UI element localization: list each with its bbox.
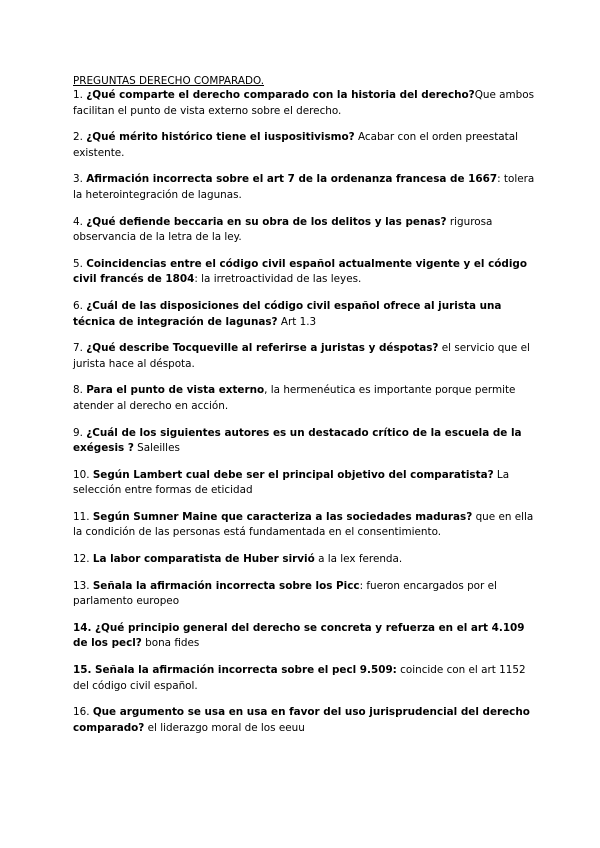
question-item <box>73 621 540 652</box>
answer-text: , la hermenéutica es importante porque permite atender al derecho en acción. <box>73 384 516 412</box>
question-text: ¿Qué describe Tocqueville al referirse a juristas y déspotas? <box>86 342 439 355</box>
question-text: Que argumento se usa en usa en favor del uso jurisprudencial del derecho comparado? <box>73 706 530 734</box>
question-text: Señala la afirmación incorrecta sobre los Picc <box>92 579 360 592</box>
question-text: ¿Cuál de las disposiciones del código civil español ofrece al jurista una técnica de integración de lagunas? <box>73 299 502 328</box>
question-text: ¿Qué mérito histórico tiene el iuspositivismo? <box>86 131 355 144</box>
question-number: 7. <box>73 342 87 355</box>
question-item <box>73 172 540 203</box>
answer-text: : tolera la heterointegración de lagunas. <box>73 173 535 201</box>
answer-text: el servicio que el jurista hace al déspota. <box>73 342 530 370</box>
question-text: Coincidencias entre el código civil español actualmente vigente y el código civil francés de 1804 <box>73 257 527 286</box>
question-list <box>73 88 540 736</box>
answer-text: bona fides <box>141 637 200 650</box>
question-number: 8. <box>73 384 87 397</box>
answer-text: el liderazgo moral de los eeuu <box>144 721 305 734</box>
question-text: Señala la afirmación incorrecta sobre el pecl 9.509: <box>95 664 397 677</box>
question-number: 15. <box>73 664 96 677</box>
question-text: La labor comparatista de Huber sirvió <box>92 553 315 566</box>
answer-text: coincide con el art 1152 del código civil español. <box>73 664 526 692</box>
question-number: 2. <box>73 131 87 144</box>
question-text: Según Sumner Maine que caracteriza a las sociedades maduras? <box>92 510 473 523</box>
answer-text: Que ambos facilitan el punto de vista externo sobre el derecho. <box>73 89 535 117</box>
question-item <box>73 257 540 288</box>
question-number: 13. <box>73 579 93 592</box>
answer-text: Art 1.3 <box>277 315 317 328</box>
question-text: ¿Cuál de los siguientes autores es un destacado crítico de la escuela de la exégesis ? <box>73 426 522 455</box>
question-item <box>73 663 540 694</box>
question-item <box>73 88 540 119</box>
answer-text: a la lex ferenda. <box>314 553 403 566</box>
answer-text: Saleilles <box>133 442 180 455</box>
question-number: 1. <box>73 89 87 101</box>
question-text: Según Lambert cual debe ser el principal objetivo del comparatista? <box>92 468 494 481</box>
answer-text: que en ella la condición de las personas está fundamentada en el consentimiento. <box>73 510 534 539</box>
question-text: ¿Qué principio general del derecho se concreta y refuerza en el art 4.109 de los pecl? <box>73 621 525 650</box>
question-text: ¿Qué comparte el derecho comparado con la historia del derecho? <box>86 89 475 101</box>
question-number: 14. <box>73 621 96 634</box>
question-number: 5. <box>73 257 87 270</box>
question-item <box>73 383 540 414</box>
question-item <box>73 510 540 541</box>
question-text: Afirmación incorrecta sobre el art 7 de la ordenanza francesa de 1667 <box>86 173 498 186</box>
answer-text: La selección entre formas de eticidad <box>73 468 510 497</box>
question-item <box>73 468 540 499</box>
question-text: ¿Qué defiende beccaria en su obra de los delitos y las penas? <box>86 215 447 228</box>
question-item <box>73 705 540 736</box>
question-item <box>73 299 540 330</box>
answer-text: Acabar con el orden preestatal existente. <box>73 131 518 159</box>
question-number: 10. <box>73 468 93 481</box>
question-number: 12. <box>73 553 93 566</box>
question-number: 3. <box>73 173 87 186</box>
answer-text: rigurosa observancia de la letra de la ley. <box>73 215 493 244</box>
question-number: 9. <box>73 426 87 439</box>
question-number: 4. <box>73 215 87 228</box>
question-item <box>73 579 540 610</box>
question-text: Para el punto de vista externo <box>86 384 265 397</box>
question-number: 16. <box>73 706 93 719</box>
question-item <box>73 426 540 457</box>
question-item <box>73 341 540 372</box>
question-item <box>73 552 540 568</box>
answer-text: : la irretroactividad de las leyes. <box>194 273 362 286</box>
answer-text: : fueron encargados por el parlamento europeo <box>73 579 497 608</box>
document-title: PREGUNTAS DERECHO COMPARADO. <box>73 75 265 87</box>
question-number: 11. <box>73 510 93 523</box>
question-item <box>73 130 540 161</box>
question-item <box>73 215 540 246</box>
question-number: 6. <box>73 299 87 312</box>
